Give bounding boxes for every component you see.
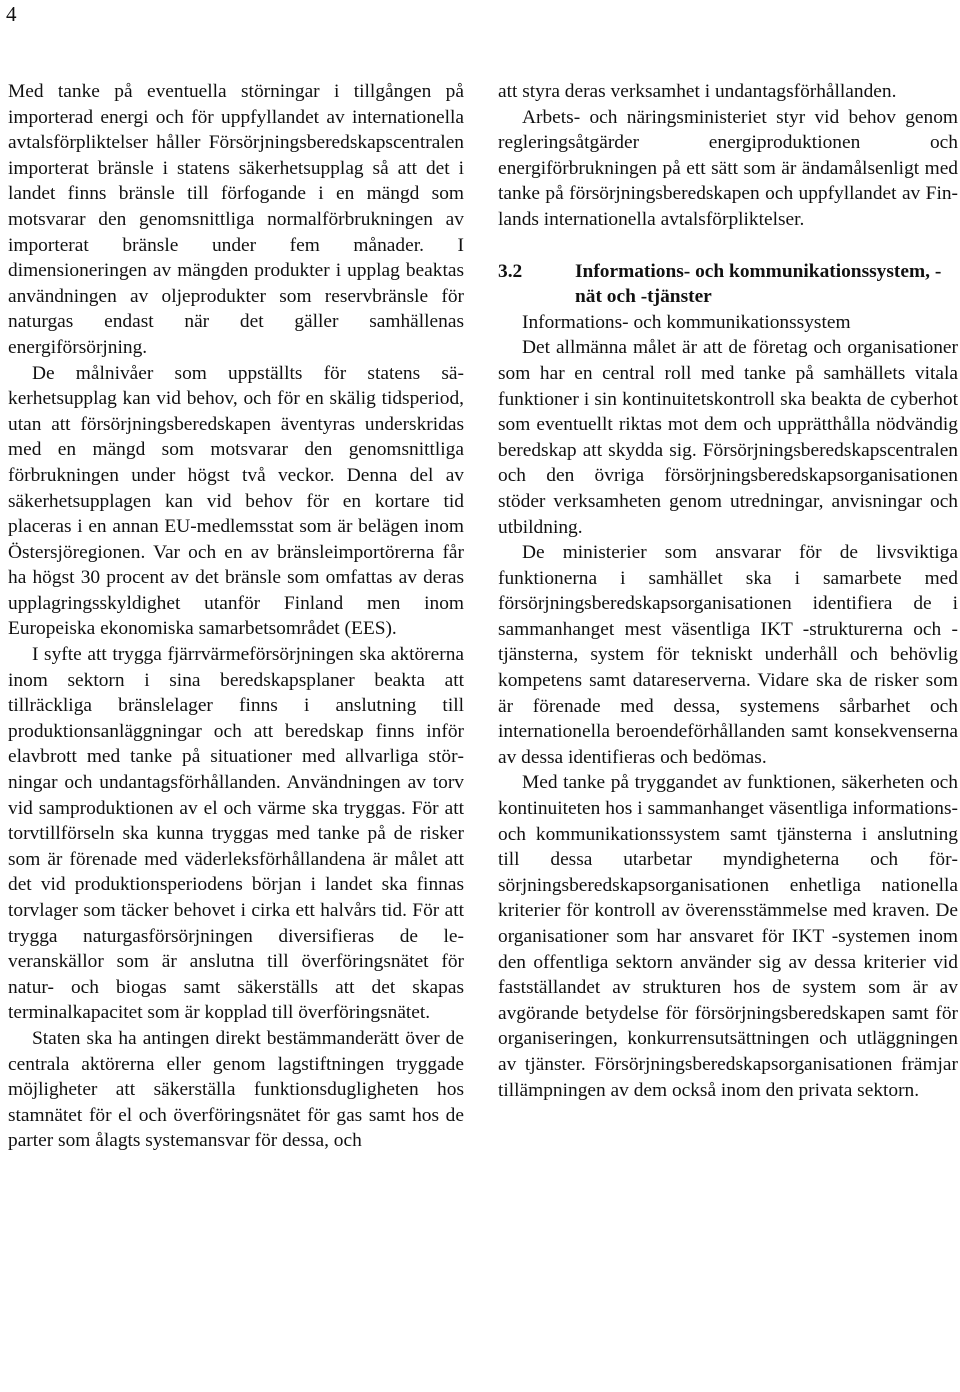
body-paragraph: Arbets- och näringsministeriet styr vid behov genom regleringsåtgärder energiproduktionen och energiförbrukningen på ett sätt som är ändamålsenligt med tanke på försörjningsberedskapen och uppfyllandet av Finlands internationella avtalsförpliktelser. [498,106,958,230]
page-number: 4 [6,2,17,26]
subsection-heading: Informations- och kommunikationssystem [522,311,851,333]
body-paragraph: Det allmänna målet är att de företag och organisationer som har en central roll med tanke på samhällets vitala funktioner i sin kontinuitetskontroll ska beakta de cyberhot som eventuellt riktas mot dem och upprätthålla nödvändig beredskap att skydda sig. Försörjningsberedskapscentralen och den övriga försörjningsberedskapsorganisationen stöder verksamheten genom utredningar, anvisningar och utbildning. [498,337,958,538]
body-paragraph: De ministerier som ansvarar för de livsviktiga funktionerna i samhället ska i samarbete med försörjningsberedskapsorganisationen identifiera de i sammanhanget mest väsentliga IKT -strukturerna och -tjänsterna, system för tekniskt underhåll och behövlig kompetens samt datareserverna. Vidare ska de risker som är förenade med dessa, systemens sårbarhet och internationella beroendeförhållanden samt konsekvenserna av dessa identifieras och bedömas. [498,542,958,768]
body-paragraph: De målnivåer som uppställts för statens säkerhetsupplag kan vid behov, och för en skälig tidsperiod, utan att försörjningsberedskapen äventyras underskridas med en mängd som motsvarar den genomsnittliga förbrukningen under högst två veckor. Denna del av säkerhetsupplagen kan vid behov för en kortare tid placeras i en annan EU-medlemsstat som är belägen inom Östersjöregionen. Var och en av bränsleimportörerna får ha högst 30 procent av det bränsle som omfattas av deras upplagringsskyldighet utanför Finland men inom Europeiska ekonomiska samarbetsområdet (EES). [8,362,464,640]
body-paragraph: I syfte att trygga fjärrvärmeförsörjningen ska aktörerna inom sektorn i sina beredskapsplaner beakta att tillräckliga bränslelager finns i anslutning till produktionsanläggningar och att beredskap finns inför elavbrott med tanke på situationer med allvarliga störningar och undantagsförhållanden. Användningen av torv vid samproduktionen av el och värme ska tryggas. För att torvtillförseln ska kunna tryggas med tanke på de risker som är förenade med väderleksförhållandena är målet att det vid produktionsperiodens början i landet ska finnas torvlager som täcker behovet i cirka ett halvårs tid. För att trygga naturgasförsörjningen diversifieras de leveranskällor som är anslutna till överföringsnätet för natur- och biogas samt säkerställs att det skapas terminalkapacitet som är kopplad till överföringsnätet. [8,644,464,1024]
section-number: 3.2 [498,260,523,282]
body-paragraph: Med tanke på eventuella störningar i tillgången på importerad energi och för uppfyllandet av internationella avtalsförpliktelser håller Försörjningsberedskapscentralen importerat bränsle i statens säkerhetsupplag så att det i landet finns bränsle till förfogande i en mängd som motsvarar den genomsnittliga normalförbrukningen av importerat bränsle under fem månader. I dimensioneringen av mängden produkter i upplag beaktas användningen av oljeprodukter som reservbränsle för naturgas endast när det gäller samhällenas energiförsörjning. [8,81,464,358]
right-text-column [498,79,958,1103]
section-title: Informations- och kommunikationssystem, -nät och -tjänster [575,260,942,308]
continued-paragraph: att styra deras verksamhet i undantagsförhållanden. [498,81,897,102]
section-heading [498,259,958,310]
body-paragraph: Med tanke på tryggandet av funktionen, säkerheten och kontinuiteten hos i sammanhanget väsentliga informations- och kommunikationssystem samt tjänsterna i anslutning till dessa utarbetar myndigheterna och försörjningsberedskapsorganisationen enhetliga nationella kriterier för kontroll av överensstämmelse med kraven. De organisationer som har ansvaret för IKT -systemen inom den offentliga sektorn använder sig av dessa kriterier vid fastställandet av strukturen hos de system som är av avgörande betydelse för försörjningsberedskapen samt för organiseringen, konkurrensutsättningen och utläggningen av tjänster. Försörjningsberedskapsorganisationen främjar tillämpningen av dem också inom den privata sektorn. [498,772,958,1101]
left-text-column [8,79,464,1154]
body-paragraph: Staten ska ha antingen direkt bestämmanderätt över de centrala aktörerna eller genom lagstiftningen tryggade möjligheter att säkerställa funktionsdugligheten hos stamnätet för el och överföringsnätet för gas samt hos de parter som ålagts systemansvar för dessa, och [8,1027,464,1152]
